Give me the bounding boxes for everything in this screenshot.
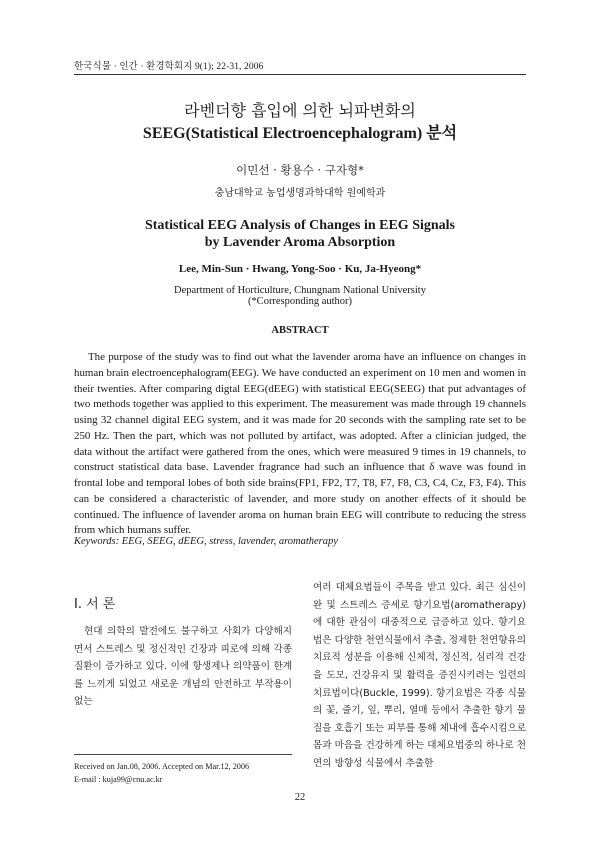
english-affiliation: Department of Horticulture, Chungnam National University xyxy=(174,285,426,296)
english-title-line-2: by Lavender Aroma Absorption xyxy=(204,235,396,250)
abstract-heading: ABSTRACT xyxy=(271,325,329,336)
left-column-text: 현대 의학의 발전에도 불구하고 사회가 다양해지면서 스트레스 및 정신적인 긴장과 피로에 의해 각종 질환이 증가하고 있다. 이에 항생제나 의약품이 한계를 느끼게 되었고 새로운 개념의 안전하고 부작용이 없는 xyxy=(74,626,292,708)
right-column-text: 여러 대체요법들이 주목을 받고 있다. 최근 심신이완 및 스트레스 증세로 향기요법(aromatherapy)에 대한 관심이 대중적으로 급증하고 있다. 향기요법은 다양한 천연식물에서 추출, 정제한 천연향유의 치료적 성분을 이용해 신체적, 정신적, 심리적 건강을 도모, 건강유지 및 활력을 증진시키려는 일련의 치료법이다(Buckle, 1999). 향기요법은 각종 식물의 꽃, 줄기, 잎, 뿌리, 열매 등에서 추출한 향기 물질을 호흡기 또는 피부를 통해 체내에 흡수시킴으로 몸과 마음을 건강하게 하는 대체요법중의 하나로 천연의 방향성 식물에서 추출한 xyxy=(313,582,526,769)
running-head: 한국식물 · 인간 · 환경학회지 9(1); 22-31, 2006 xyxy=(74,62,264,72)
corresponding-author-note: (*Corresponding author) xyxy=(247,296,353,307)
english-title-line-1: Statistical EEG Analysis of Changes in EEG Signals xyxy=(144,218,456,233)
korean-title-line-2: SEEG(Statistical Electroencephalogram) 분석 xyxy=(142,125,458,142)
korean-authors: 이민선 · 황용수 · 구자형* xyxy=(236,163,364,177)
section-heading-introduction: Ⅰ. 서 론 xyxy=(74,597,116,612)
english-authors: Lee, Min-Sun · Hwang, Yong-Soo · Ku, Ja-Hyeong* xyxy=(178,263,422,275)
korean-affiliation: 충남대학교 농업생명과학대학 원예학과 xyxy=(214,188,386,199)
footnote xyxy=(74,760,304,786)
footnote-email: E-mail : kuja99@cnu.ac.kr xyxy=(74,775,163,784)
footnote-rule xyxy=(74,754,292,755)
footnote-received: Received on Jan.08, 2006. Accepted on Mar.12, 2006 xyxy=(74,762,250,771)
header-rule xyxy=(74,74,526,75)
page-number: 22 xyxy=(294,792,306,803)
abstract-body: The purpose of the study was to find out what the lavender aroma have an influence on changes in human brain electroencephalogram(EEG). We have conducted an experiment on 10 men and women in their twenties. After comparing digtal EEG(dEEG) with statistical EEG(SEEG) that put advantages of two methods together was applied to this experiment. The measurement was made through 19 channels using 32 channel digital EEG system, and it was made for 20 seconds with the sampling rate set to be 250 Hz. Then the part, which was not polluted by artifact, was adopted. After a clinician judged, the data without the artifact were gathered from the ones, which were measured 9 times in 19 channels, to construct statistical data base. Lavender fragrance had such an influence that δ wave was found in frontal lobe and temporal lobes of both side brains(FP1, FP2, T7, T8, F7, F8, C3, C4, Cz, F3, F4). This can be considered a characteristic of lavender, and more study on another effects of it should be continued. The influence of lavender aroma on human brain EEG will contribute to reducing the stress from which humans suffer. xyxy=(74,351,526,537)
korean-title-line-1: 라벤더향 흡입에 의한 뇌파변화의 xyxy=(184,101,416,120)
keywords: Keywords: EEG, SEEG, dEEG, stress, lavender, aromatherapy xyxy=(74,536,338,547)
